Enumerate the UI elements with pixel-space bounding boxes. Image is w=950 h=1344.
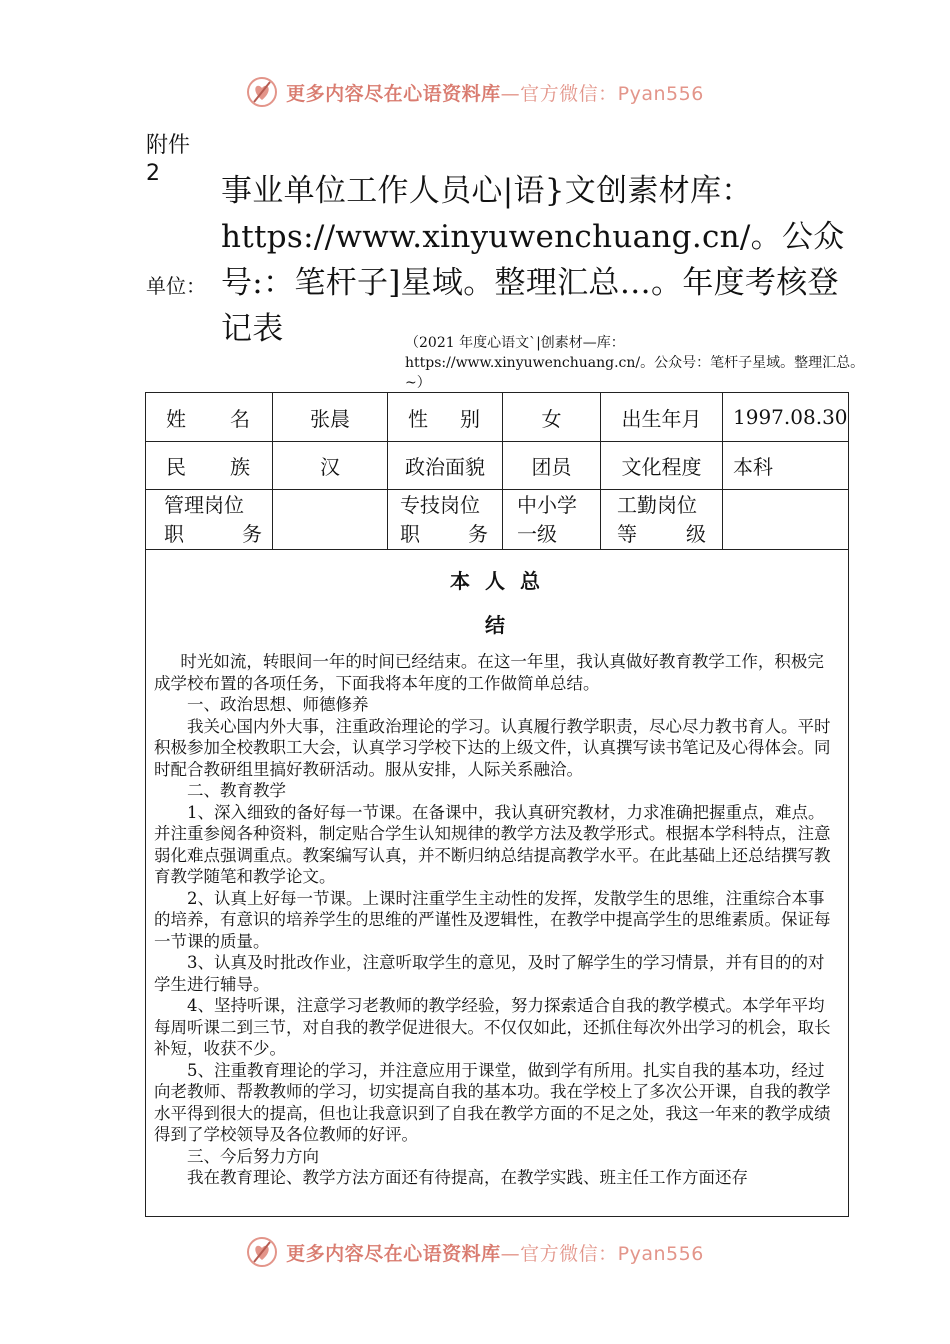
self-summary-section	[146, 551, 848, 1189]
political-value: 团员	[503, 441, 601, 489]
page-title: 事业单位工作人员心|语}文创素材库：https://www.xinyuwenchuang.cn/。公众号:：笔杆子]星域。整理汇总…。年度考核登记表	[221, 173, 845, 347]
attachment-label	[146, 132, 206, 188]
summary-paragraph: 2、认真上好每一节课。上课时注重学生主动性的发挥，发散学生的思维，注重综合本事的培养，有意识的培养学生的思维的严谨性及逻辑性，在教学中提高学生的思维素质。保证每一节课的质量。	[154, 888, 831, 951]
header-banner	[0, 70, 950, 114]
education-label: 文化程度	[601, 441, 723, 489]
ethnic-value: 汉	[273, 441, 388, 489]
summary-paragraph: 我在教育理论、教学方法方面还有待提高，在教学实践、班主任工作方面还存	[187, 1168, 748, 1187]
birth-value: 1997.08.30	[733, 405, 848, 429]
tech-position-value: 中小学 一级	[503, 489, 601, 549]
mgmt-position-value	[273, 489, 388, 549]
form-row-identity	[146, 441, 848, 490]
unit-label: 单位：	[146, 274, 206, 298]
summary-paragraph: 3、认真及时批改作业，注意听取学生的意见，及时了解学生的学习情景，并有目的的对学生进行辅导。	[154, 953, 825, 994]
section-heading: 一、政治思想、师德修养	[187, 695, 369, 714]
section-heading: 二、教育教学	[187, 781, 286, 800]
page-subtitle: （2021 年度心语文`|创素材—库：https://www.xinyuwenchuang.cn/。公众号：笔杆子星域。整理汇总。~）	[405, 335, 865, 391]
work-grade-value	[723, 489, 848, 549]
summary-paragraph: 1、深入细致的备好每一节课。在备课中，我认真研究教材，力求准确把握重点，难点。并注重参阅各种资料，制定贴合学生认知规律的教学方法及教学形式。根据本学科特点，注意弱化难点强调重点。教案编写认真，并不断归纳总结提高教学水平。在此基础上还总结撰写教育教学随笔和教学论文。	[154, 802, 831, 886]
heart-pen-logo-icon	[246, 76, 278, 108]
name-label: 姓 名	[146, 393, 273, 441]
tech-position-label: 专技岗位 职 务	[388, 489, 503, 549]
footer-banner	[0, 1230, 950, 1274]
birth-label: 出生年月	[601, 393, 723, 441]
summary-paragraph: 4、坚持听课，注意学习老教师的教学经验，努力探索适合自我的教学模式。本学年平均每周听课二到三节，对自我的教学促进很大。不仅仅如此，还抓住每次外出学习的机会，取长补短，收获不少。	[154, 996, 831, 1058]
work-grade-label: 工勤岗位 等 级	[601, 489, 723, 549]
political-label: 政治面貌	[388, 441, 503, 489]
form-row-position	[146, 489, 848, 550]
name-value: 张晨	[273, 393, 388, 441]
summary-title: 本 人 总 结	[450, 569, 544, 637]
attachment-number: 2	[146, 161, 160, 186]
gender-value: 女	[503, 393, 601, 441]
attachment-word: 附件	[146, 133, 191, 158]
summary-paragraph: 5、注重教育理论的学习，并注意应用于课堂，做到学有所用。扎实自我的基本功，经过向老教师、帮教教师的学习，切实提高自我的基本功。我在学校上了多次公开课，自我的教学水平得到很大的提高，但也让我意识到了自我在教学方面的不足之处，我这一年来的教学成绩得到了学校领导及各位教师的好评。	[154, 1060, 831, 1144]
registration-form	[145, 392, 849, 1217]
summary-paragraph: 我关心国内外大事，注重政治理论的学习。认真履行教学职责，尽心尽力教书育人。平时积极参加全校教职工大会，认真学习学校下达的上级文件，认真撰写读书笔记及心得体会。同时配合教研组里搞好教研活动。服从安排，人际关系融洽。	[154, 716, 831, 779]
education-value: 本科	[733, 454, 773, 479]
section-heading: 三、今后努力方向	[187, 1146, 319, 1166]
form-row-basic	[146, 393, 848, 442]
banner-text: 更多内容尽在心语资料库—官方微信：Pyan556	[286, 1242, 704, 1265]
gender-label: 性 别	[388, 393, 503, 441]
banner-text: 更多内容尽在心语资料库—官方微信：Pyan556	[286, 82, 704, 105]
summary-paragraph: 时光如流，转眼间一年的时间已经结束。在这一年里，我认真做好教育教学工作，积极完成学校布置的各项任务，下面我将本年度的工作做简单总结。	[154, 652, 824, 693]
heart-pen-logo-icon	[246, 1236, 278, 1268]
ethnic-label: 民 族	[146, 441, 273, 489]
summary-body	[146, 651, 848, 1189]
mgmt-position-label: 管理岗位 职 务	[146, 489, 273, 549]
